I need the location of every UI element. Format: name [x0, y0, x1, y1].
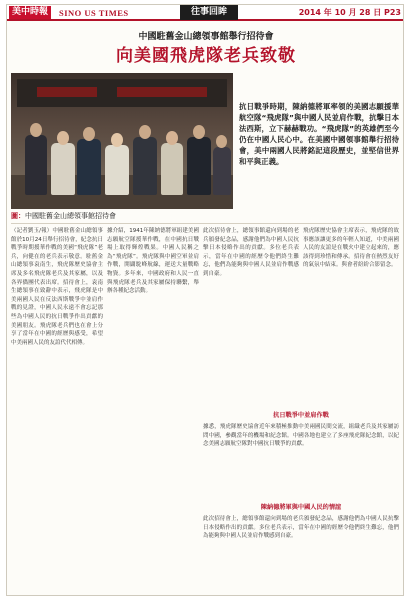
- subheading-1: 抗日戰爭中並肩作戰: [203, 411, 399, 421]
- article-lead: 抗日戰爭時期，陳納德將軍率領的美國志願援華航空隊“飛虎隊”與中國人民並肩作戰，抗擊日本法西斯，立下赫赫戰功。“飛虎隊”的英雄們至今仍在中國人民心中。在美國中國領事館舉行招待會，美中兩國人民將銘記這段歷史，並堅信世界和平與正義。: [239, 102, 399, 166]
- body-column-3: 此次招待會上，總領事館還向到場的老兵頒發紀念品，感謝他們為中國人民抗擊日本侵略作出的貢獻。多位老兵表示，當年在中國的經歷令他們終生難忘，他們為能夠與中國人民並肩作戰感到自豪。: [203, 228, 299, 277]
- article-headline: 向美國飛虎隊老兵致敬: [116, 46, 296, 66]
- newspaper-page: [6, 4, 404, 596]
- photo-caption: [11, 211, 233, 221]
- masthead: [7, 5, 404, 21]
- body-column-1: （記者劉玉/報）中國駐舊金山總領事館於10月24日舉行招待會，紀念抗日戰爭時期援華作戰的美國“飛虎隊”老兵，向健在的老兵表示敬意。駐舊金山總領事袁南生，飛虎隊歷史協會主席及多名飛虎隊老兵及其家屬，以及各界僑團代表出席。招待會上，袁南生總領事在致辭中表示，飛虎隊是中美兩國人民在反法西斯戰爭中並肩作戰的見證，中國人民永遠不會忘記那些為中國人民的抗日戰爭作出貢獻的美國朋友。飛虎隊老兵們也在會上分享了當年在中國的經歷與感受，希望中美兩國人民的友誼代代相傳。: [11, 228, 103, 346]
- caption-label: 圖：: [11, 212, 25, 220]
- body-column-5: 據悉，飛虎隊歷史協會近年來積極推動中美兩國民間交流，組織老兵及其家屬訪問中國，參觀當年的機場和紀念館。中國各地也建立了多座飛虎隊紀念館，以紀念美國志願航空隊對中國抗日戰爭的貢獻。: [203, 424, 399, 448]
- article-subhead: 中國駐舊金山總領事館舉行招待會: [138, 32, 274, 42]
- subheading-2: 陳納德將軍與中國人民的情誼: [203, 503, 399, 513]
- dateline: [299, 7, 401, 19]
- event-photo: [11, 73, 233, 209]
- publication-logo: 美中時報: [9, 6, 51, 19]
- section-title: 往事回眸: [180, 5, 238, 20]
- issue-date: 2014 年 10 月 28 日: [298, 8, 382, 17]
- body-column-2: 據介紹，1941年陳納德將軍組建美國志願航空隊援華作戰，在中國抗日戰場上取得輝煌戰果。中國人民稱之為“飛虎隊”。飛虎隊與中國空軍並肩作戰，開闢駝峰航線，運送大量戰略物資。多年來，中國政府和人民一直與飛虎隊老兵及其家屬保持聯繫，舉辦各種紀念活動。: [107, 228, 199, 295]
- photo-backdrop-banner: [17, 79, 227, 107]
- caption-text: 中國駐舊金山總領事館招待會: [25, 212, 116, 220]
- body-column-4: 飛虎隊歷史協會主席表示，飛虎隊的故事應該讓更多的年輕人知道，中美兩國人民的友誼是在戰火中建立起來的，應該得到珍惜和傳承。招待會在熱烈友好的氣氛中結束。與會者紛紛合影留念。: [303, 228, 399, 269]
- page-number: P23: [384, 8, 401, 17]
- publication-name: SINO US TIMES: [59, 8, 129, 18]
- body-column-6: 此次招待會上，總領事館還向到場的老兵頒發紀念品，感謝他們為中國人民抗擊日本侵略作出的貢獻。多位老兵表示，當年在中國的經歷令他們終生難忘，他們為能夠與中國人民並肩作戰感到自豪。: [203, 516, 399, 540]
